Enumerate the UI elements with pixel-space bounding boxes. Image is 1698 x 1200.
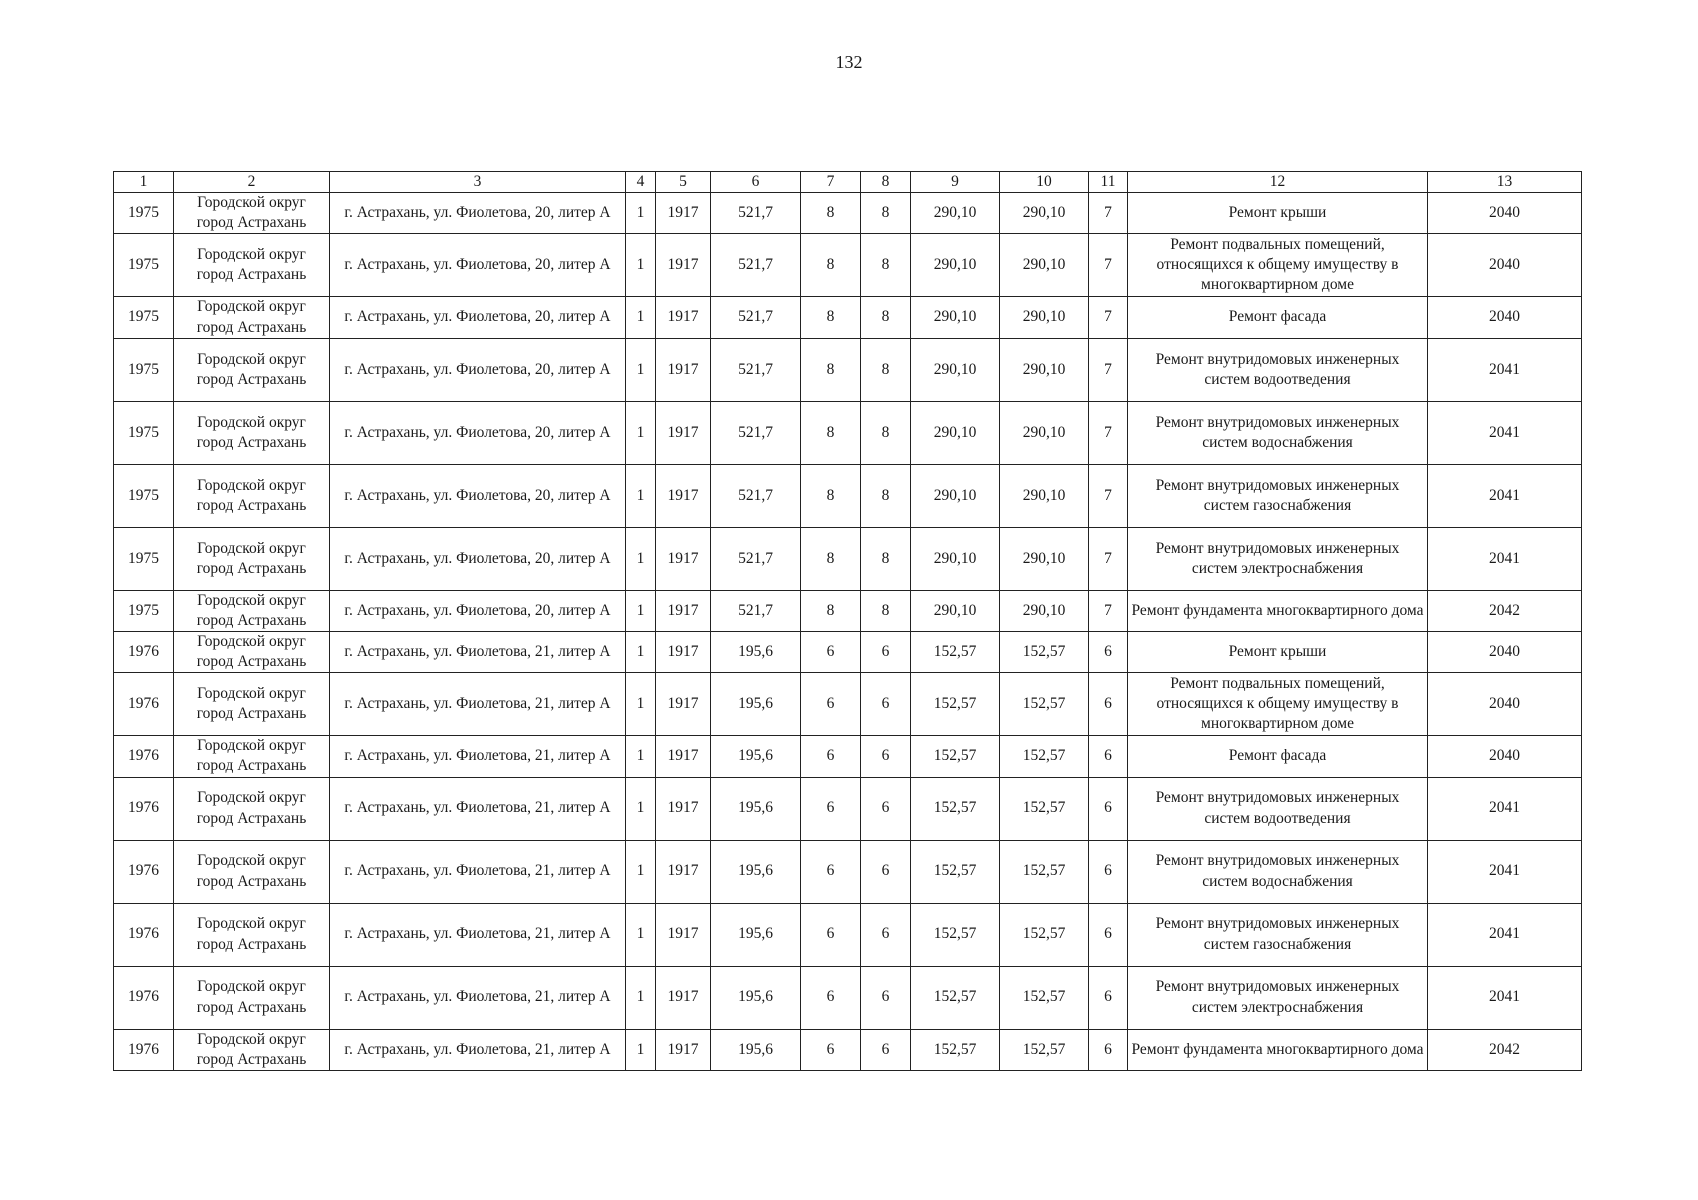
cell-address: г. Астрахань, ул. Фиолетова, 20, литер А	[330, 464, 626, 527]
cell-col-11: 7	[1089, 527, 1128, 590]
cell-year-built: 1917	[656, 401, 711, 464]
cell-col-9: 290,10	[911, 193, 1000, 234]
cell-row-number: 1975	[114, 234, 174, 297]
cell-row-number: 1975	[114, 590, 174, 631]
cell-col-7: 6	[801, 1029, 861, 1070]
cell-col-7: 6	[801, 840, 861, 903]
table-row	[114, 631, 1582, 672]
column-header-2: 2	[174, 172, 330, 193]
cell-col-9: 290,10	[911, 464, 1000, 527]
cell-address: г. Астрахань, ул. Фиолетова, 20, литер А	[330, 234, 626, 297]
cell-address: г. Астрахань, ул. Фиолетова, 20, литер А	[330, 401, 626, 464]
cell-municipality: Городской округ город Астрахань	[174, 1029, 330, 1070]
cell-col-11: 6	[1089, 777, 1128, 840]
cell-total-area: 521,7	[711, 401, 801, 464]
cell-col-4: 1	[626, 234, 656, 297]
cell-col-8: 6	[861, 966, 911, 1029]
table-row	[114, 234, 1582, 297]
column-header-12: 12	[1128, 172, 1428, 193]
cell-row-number: 1976	[114, 903, 174, 966]
cell-planned-year: 2041	[1428, 401, 1582, 464]
cell-col-8: 8	[861, 297, 911, 338]
cell-municipality: Городской округ город Астрахань	[174, 527, 330, 590]
cell-row-number: 1975	[114, 401, 174, 464]
cell-municipality: Городской округ город Астрахань	[174, 234, 330, 297]
cell-municipality: Городской округ город Астрахань	[174, 840, 330, 903]
cell-col-10: 152,57	[1000, 903, 1089, 966]
cell-year-built: 1917	[656, 338, 711, 401]
cell-col-10: 290,10	[1000, 297, 1089, 338]
cell-col-8: 6	[861, 840, 911, 903]
table-row	[114, 590, 1582, 631]
cell-col-8: 8	[861, 338, 911, 401]
cell-col-8: 8	[861, 401, 911, 464]
cell-col-10: 290,10	[1000, 338, 1089, 401]
column-header-3: 3	[330, 172, 626, 193]
cell-address: г. Астрахань, ул. Фиолетова, 21, литер А	[330, 840, 626, 903]
cell-total-area: 521,7	[711, 193, 801, 234]
cell-municipality: Городской округ город Астрахань	[174, 673, 330, 736]
column-header-13: 13	[1428, 172, 1582, 193]
column-header-10: 10	[1000, 172, 1089, 193]
cell-municipality: Городской округ город Астрахань	[174, 631, 330, 672]
cell-col-11: 7	[1089, 338, 1128, 401]
cell-col-4: 1	[626, 966, 656, 1029]
cell-planned-year: 2041	[1428, 777, 1582, 840]
cell-planned-year: 2041	[1428, 464, 1582, 527]
column-header-6: 6	[711, 172, 801, 193]
cell-col-4: 1	[626, 590, 656, 631]
cell-municipality: Городской округ город Астрахань	[174, 401, 330, 464]
cell-work-type: Ремонт внутридомовых инженерных систем водоотведения	[1128, 338, 1428, 401]
column-header-8: 8	[861, 172, 911, 193]
cell-address: г. Астрахань, ул. Фиолетова, 21, литер А	[330, 736, 626, 777]
cell-year-built: 1917	[656, 673, 711, 736]
cell-planned-year: 2040	[1428, 736, 1582, 777]
cell-col-8: 8	[861, 464, 911, 527]
cell-col-9: 290,10	[911, 297, 1000, 338]
page-number: 132	[835, 52, 863, 72]
cell-total-area: 521,7	[711, 338, 801, 401]
cell-col-7: 8	[801, 401, 861, 464]
cell-col-9: 152,57	[911, 631, 1000, 672]
cell-address: г. Астрахань, ул. Фиолетова, 20, литер А	[330, 590, 626, 631]
cell-col-7: 6	[801, 736, 861, 777]
table-row	[114, 903, 1582, 966]
cell-col-11: 6	[1089, 966, 1128, 1029]
cell-col-8: 6	[861, 903, 911, 966]
cell-col-10: 152,57	[1000, 840, 1089, 903]
cell-year-built: 1917	[656, 777, 711, 840]
cell-planned-year: 2041	[1428, 527, 1582, 590]
cell-col-10: 152,57	[1000, 673, 1089, 736]
cell-year-built: 1917	[656, 464, 711, 527]
column-header-5: 5	[656, 172, 711, 193]
cell-col-10: 290,10	[1000, 527, 1089, 590]
table-row	[114, 966, 1582, 1029]
cell-address: г. Астрахань, ул. Фиолетова, 21, литер А	[330, 631, 626, 672]
cell-municipality: Городской округ город Астрахань	[174, 193, 330, 234]
cell-col-10: 152,57	[1000, 777, 1089, 840]
table-row	[114, 193, 1582, 234]
cell-col-9: 290,10	[911, 338, 1000, 401]
cell-row-number: 1975	[114, 297, 174, 338]
cell-col-10: 290,10	[1000, 234, 1089, 297]
table-row	[114, 736, 1582, 777]
cell-col-8: 8	[861, 527, 911, 590]
cell-col-11: 7	[1089, 464, 1128, 527]
cell-work-type: Ремонт внутридомовых инженерных систем газоснабжения	[1128, 464, 1428, 527]
cell-col-7: 8	[801, 590, 861, 631]
cell-work-type: Ремонт фасада	[1128, 736, 1428, 777]
column-header-11: 11	[1089, 172, 1128, 193]
cell-planned-year: 2041	[1428, 338, 1582, 401]
table-row	[114, 401, 1582, 464]
cell-work-type: Ремонт внутридомовых инженерных систем водоотведения	[1128, 777, 1428, 840]
cell-col-8: 8	[861, 590, 911, 631]
column-header-4: 4	[626, 172, 656, 193]
cell-col-11: 6	[1089, 903, 1128, 966]
cell-planned-year: 2042	[1428, 1029, 1582, 1070]
cell-col-7: 8	[801, 234, 861, 297]
cell-municipality: Городской округ город Астрахань	[174, 903, 330, 966]
cell-year-built: 1917	[656, 527, 711, 590]
cell-year-built: 1917	[656, 590, 711, 631]
cell-address: г. Астрахань, ул. Фиолетова, 21, литер А	[330, 903, 626, 966]
cell-col-11: 7	[1089, 590, 1128, 631]
cell-total-area: 195,6	[711, 673, 801, 736]
cell-col-8: 6	[861, 631, 911, 672]
cell-col-9: 152,57	[911, 777, 1000, 840]
cell-col-4: 1	[626, 903, 656, 966]
cell-planned-year: 2040	[1428, 234, 1582, 297]
cell-col-4: 1	[626, 401, 656, 464]
cell-row-number: 1976	[114, 631, 174, 672]
cell-col-4: 1	[626, 673, 656, 736]
cell-col-8: 6	[861, 673, 911, 736]
cell-row-number: 1976	[114, 673, 174, 736]
cell-total-area: 195,6	[711, 903, 801, 966]
cell-col-7: 6	[801, 903, 861, 966]
cell-year-built: 1917	[656, 1029, 711, 1070]
table-row	[114, 673, 1582, 736]
cell-col-4: 1	[626, 777, 656, 840]
cell-address: г. Астрахань, ул. Фиолетова, 20, литер А	[330, 527, 626, 590]
cell-year-built: 1917	[656, 903, 711, 966]
cell-work-type: Ремонт фундамента многоквартирного дома	[1128, 1029, 1428, 1070]
column-header-9: 9	[911, 172, 1000, 193]
cell-col-9: 152,57	[911, 673, 1000, 736]
cell-row-number: 1976	[114, 966, 174, 1029]
cell-col-9: 152,57	[911, 1029, 1000, 1070]
cell-col-10: 152,57	[1000, 966, 1089, 1029]
cell-col-9: 290,10	[911, 234, 1000, 297]
repair-schedule-table	[113, 171, 1582, 1071]
cell-total-area: 521,7	[711, 590, 801, 631]
cell-total-area: 195,6	[711, 631, 801, 672]
column-header-1: 1	[114, 172, 174, 193]
cell-col-10: 290,10	[1000, 401, 1089, 464]
cell-row-number: 1976	[114, 777, 174, 840]
table-row	[114, 464, 1582, 527]
cell-total-area: 195,6	[711, 840, 801, 903]
cell-address: г. Астрахань, ул. Фиолетова, 20, литер А	[330, 338, 626, 401]
cell-planned-year: 2041	[1428, 903, 1582, 966]
cell-col-11: 6	[1089, 840, 1128, 903]
table-row	[114, 297, 1582, 338]
cell-col-4: 1	[626, 464, 656, 527]
cell-planned-year: 2040	[1428, 673, 1582, 736]
cell-work-type: Ремонт подвальных помещений, относящихся к общему имуществу в многоквартирном доме	[1128, 673, 1428, 736]
cell-col-7: 6	[801, 777, 861, 840]
cell-col-8: 6	[861, 736, 911, 777]
cell-row-number: 1976	[114, 840, 174, 903]
cell-col-7: 6	[801, 673, 861, 736]
cell-work-type: Ремонт внутридомовых инженерных систем водоснабжения	[1128, 401, 1428, 464]
cell-address: г. Астрахань, ул. Фиолетова, 21, литер А	[330, 1029, 626, 1070]
cell-address: г. Астрахань, ул. Фиолетова, 21, литер А	[330, 966, 626, 1029]
cell-col-10: 152,57	[1000, 736, 1089, 777]
table-row	[114, 338, 1582, 401]
cell-work-type: Ремонт крыши	[1128, 631, 1428, 672]
cell-address: г. Астрахань, ул. Фиолетова, 20, литер А	[330, 297, 626, 338]
cell-col-9: 152,57	[911, 840, 1000, 903]
cell-address: г. Астрахань, ул. Фиолетова, 21, литер А	[330, 673, 626, 736]
cell-planned-year: 2040	[1428, 297, 1582, 338]
cell-row-number: 1975	[114, 464, 174, 527]
cell-planned-year: 2040	[1428, 193, 1582, 234]
cell-address: г. Астрахань, ул. Фиолетова, 20, литер А	[330, 193, 626, 234]
cell-col-11: 6	[1089, 673, 1128, 736]
cell-col-4: 1	[626, 527, 656, 590]
cell-col-11: 6	[1089, 631, 1128, 672]
cell-total-area: 521,7	[711, 234, 801, 297]
cell-col-11: 7	[1089, 193, 1128, 234]
cell-col-7: 8	[801, 338, 861, 401]
cell-row-number: 1975	[114, 527, 174, 590]
cell-col-10: 290,10	[1000, 464, 1089, 527]
cell-planned-year: 2040	[1428, 631, 1582, 672]
cell-year-built: 1917	[656, 840, 711, 903]
cell-year-built: 1917	[656, 966, 711, 1029]
cell-total-area: 521,7	[711, 297, 801, 338]
cell-total-area: 195,6	[711, 1029, 801, 1070]
cell-row-number: 1976	[114, 1029, 174, 1070]
cell-municipality: Городской округ город Астрахань	[174, 297, 330, 338]
cell-col-4: 1	[626, 1029, 656, 1070]
cell-municipality: Городской округ город Астрахань	[174, 736, 330, 777]
cell-municipality: Городской округ город Астрахань	[174, 966, 330, 1029]
cell-total-area: 195,6	[711, 736, 801, 777]
cell-col-11: 7	[1089, 401, 1128, 464]
cell-col-8: 8	[861, 193, 911, 234]
cell-year-built: 1917	[656, 631, 711, 672]
cell-address: г. Астрахань, ул. Фиолетова, 21, литер А	[330, 777, 626, 840]
cell-planned-year: 2042	[1428, 590, 1582, 631]
cell-total-area: 195,6	[711, 777, 801, 840]
cell-municipality: Городской округ город Астрахань	[174, 777, 330, 840]
cell-col-9: 290,10	[911, 590, 1000, 631]
cell-planned-year: 2041	[1428, 966, 1582, 1029]
cell-col-9: 290,10	[911, 527, 1000, 590]
cell-col-8: 6	[861, 777, 911, 840]
cell-col-7: 8	[801, 193, 861, 234]
cell-total-area: 521,7	[711, 527, 801, 590]
cell-row-number: 1976	[114, 736, 174, 777]
cell-planned-year: 2041	[1428, 840, 1582, 903]
cell-col-7: 6	[801, 631, 861, 672]
cell-col-7: 8	[801, 527, 861, 590]
cell-work-type: Ремонт фасада	[1128, 297, 1428, 338]
cell-col-7: 6	[801, 966, 861, 1029]
cell-year-built: 1917	[656, 736, 711, 777]
cell-col-9: 290,10	[911, 401, 1000, 464]
cell-total-area: 521,7	[711, 464, 801, 527]
cell-col-4: 1	[626, 631, 656, 672]
cell-municipality: Городской округ город Астрахань	[174, 338, 330, 401]
cell-row-number: 1975	[114, 338, 174, 401]
cell-municipality: Городской округ город Астрахань	[174, 590, 330, 631]
cell-col-10: 152,57	[1000, 631, 1089, 672]
cell-col-7: 8	[801, 297, 861, 338]
cell-col-9: 152,57	[911, 903, 1000, 966]
cell-col-7: 8	[801, 464, 861, 527]
cell-col-10: 290,10	[1000, 193, 1089, 234]
table-row	[114, 1029, 1582, 1070]
cell-work-type: Ремонт внутридомовых инженерных систем газоснабжения	[1128, 903, 1428, 966]
cell-work-type: Ремонт подвальных помещений, относящихся к общему имуществу в многоквартирном доме	[1128, 234, 1428, 297]
cell-municipality: Городской округ город Астрахань	[174, 464, 330, 527]
cell-row-number: 1975	[114, 193, 174, 234]
header-row	[114, 172, 1582, 193]
cell-col-10: 152,57	[1000, 1029, 1089, 1070]
cell-col-8: 6	[861, 1029, 911, 1070]
column-header-7: 7	[801, 172, 861, 193]
cell-col-11: 7	[1089, 234, 1128, 297]
cell-col-11: 7	[1089, 297, 1128, 338]
cell-year-built: 1917	[656, 193, 711, 234]
cell-col-8: 8	[861, 234, 911, 297]
cell-col-4: 1	[626, 840, 656, 903]
cell-col-10: 290,10	[1000, 590, 1089, 631]
cell-year-built: 1917	[656, 234, 711, 297]
cell-col-11: 6	[1089, 736, 1128, 777]
cell-work-type: Ремонт фундамента многоквартирного дома	[1128, 590, 1428, 631]
table-row	[114, 777, 1582, 840]
cell-col-4: 1	[626, 297, 656, 338]
cell-work-type: Ремонт внутридомовых инженерных систем водоснабжения	[1128, 840, 1428, 903]
cell-col-9: 152,57	[911, 736, 1000, 777]
table-row	[114, 840, 1582, 903]
cell-work-type: Ремонт крыши	[1128, 193, 1428, 234]
table-body	[114, 193, 1582, 1071]
cell-col-4: 1	[626, 736, 656, 777]
cell-work-type: Ремонт внутридомовых инженерных систем электроснабжения	[1128, 527, 1428, 590]
cell-col-4: 1	[626, 338, 656, 401]
cell-work-type: Ремонт внутридомовых инженерных систем электроснабжения	[1128, 966, 1428, 1029]
cell-total-area: 195,6	[711, 966, 801, 1029]
cell-col-9: 152,57	[911, 966, 1000, 1029]
table-row	[114, 527, 1582, 590]
cell-year-built: 1917	[656, 297, 711, 338]
cell-col-11: 6	[1089, 1029, 1128, 1070]
cell-col-4: 1	[626, 193, 656, 234]
